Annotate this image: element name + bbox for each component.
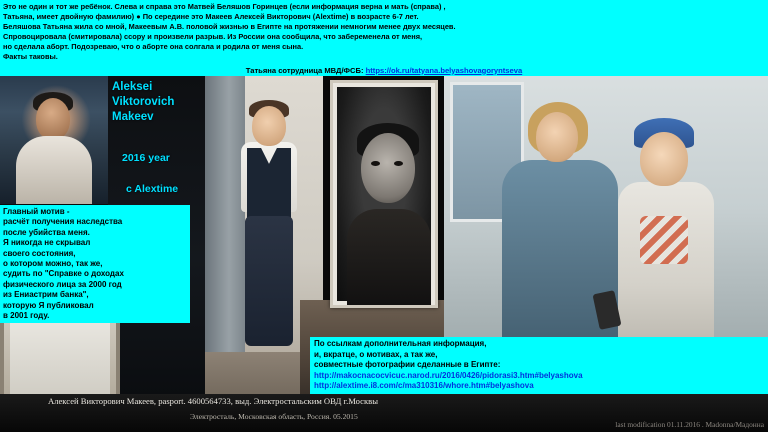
motive-line-11: в 2001 году. — [3, 311, 50, 321]
man-torso — [16, 136, 92, 204]
name-middle: Viktorovich — [112, 96, 175, 108]
bw-portrait-face — [361, 133, 415, 203]
top-line-3: Беляшова Татьяна жила со мной, Макеевым А.В. половой жизнью в Египте на протяжении немногим менее двух месяцев. — [3, 21, 456, 31]
motive-line-3: после убийства меня. — [3, 227, 90, 237]
motive-text-block — [0, 205, 190, 323]
passport-caption: Алексей Викторович Макеев, pasport. 4600564733, выд. Электростальским ОВД г.Москвы — [48, 396, 378, 406]
link-url-2[interactable]: http://alextime.i8.com/c/ma310316/whore.htm#belyashova — [314, 381, 534, 391]
name-caption — [112, 80, 208, 125]
woman-head — [536, 112, 578, 162]
motive-line-10: которую Я публиковал — [3, 300, 94, 310]
motive-line-2: расчёт получения наследства — [3, 217, 123, 227]
top-line-2: Татьяна, имеет двойную фамилию) ● По середине это Макеев Алексей Викторович (Alextime) в возрасте 6-7 лет. — [3, 11, 419, 21]
bw-portrait-right-eye — [394, 161, 403, 166]
top-annotation-block — [0, 0, 768, 76]
links-line-1: По ссылкам дополнительная информация, — [314, 339, 487, 348]
passport-caption-secondary: Электросталь, Московская область, Россия. 05.2015 — [190, 412, 358, 421]
top-link-label: Татьяна сотрудница МВД/ФСБ: — [245, 65, 364, 75]
motive-line-4: Я никогда не скрывал — [3, 238, 91, 248]
name-first: Aleksei — [112, 81, 153, 93]
boy-pants — [245, 216, 293, 346]
framed-bw-portrait — [330, 80, 438, 308]
photo-woman-and-child — [444, 76, 768, 370]
bw-portrait-left-eye — [371, 161, 380, 166]
alextime-label: c Alextime — [126, 183, 179, 195]
top-line-5: но сделала аборт. Подозреваю, что о аборте она солгала и родила от меня сына. — [3, 41, 304, 51]
top-line-1: Это не один и тот же ребёнок. Слева и справа это Матвей Беляшов Горинцев (если информация верна и мать (справа) , — [3, 2, 446, 11]
top-link-row — [0, 66, 768, 75]
link-url-1[interactable]: http://makocnacocvicuc.narod.ru/2016/0426/pidorasi3.htm#belyashova — [314, 370, 583, 380]
boy-head — [252, 106, 286, 146]
links-line-2: и, вкратце, о мотивах, а так же, — [314, 349, 438, 359]
top-line-4: Спровоцировала (смитировала) ссору и произвели разрыв. Из России она сообщила, что забеременела от меня, — [3, 31, 423, 41]
last-modification-label: last modification 01.11.2016 . Madonna/Мадонна — [615, 420, 764, 429]
bw-photo-background — [337, 87, 431, 301]
motive-line-1: Главный мотив - — [3, 207, 70, 216]
motive-line-5: своего состояния, — [3, 248, 76, 258]
photo-year-label: 2016 year — [122, 152, 170, 164]
bw-portrait-torso — [347, 209, 431, 308]
top-line-6: Факты таковы. — [3, 51, 58, 61]
motive-line-8: физического лица за 2000 год — [3, 279, 122, 289]
motive-line-7: судить по "Справке о доходах — [3, 269, 124, 279]
links-line-3: совместные фотографии сделанные в Египте: — [314, 360, 501, 370]
name-last: Makeev — [112, 111, 154, 123]
child-head — [640, 132, 688, 186]
motive-line-6: о котором можно, так же, — [3, 259, 103, 269]
man-head — [36, 98, 70, 140]
top-link-url[interactable]: https://ok.ru/tatyana.belyashovagoryntseva — [365, 65, 523, 75]
child-shirt-print — [640, 216, 688, 264]
motive-line-9: из Ениастрим банка", — [3, 290, 89, 300]
links-text-block — [310, 337, 768, 394]
photo-man-portrait — [0, 76, 108, 204]
